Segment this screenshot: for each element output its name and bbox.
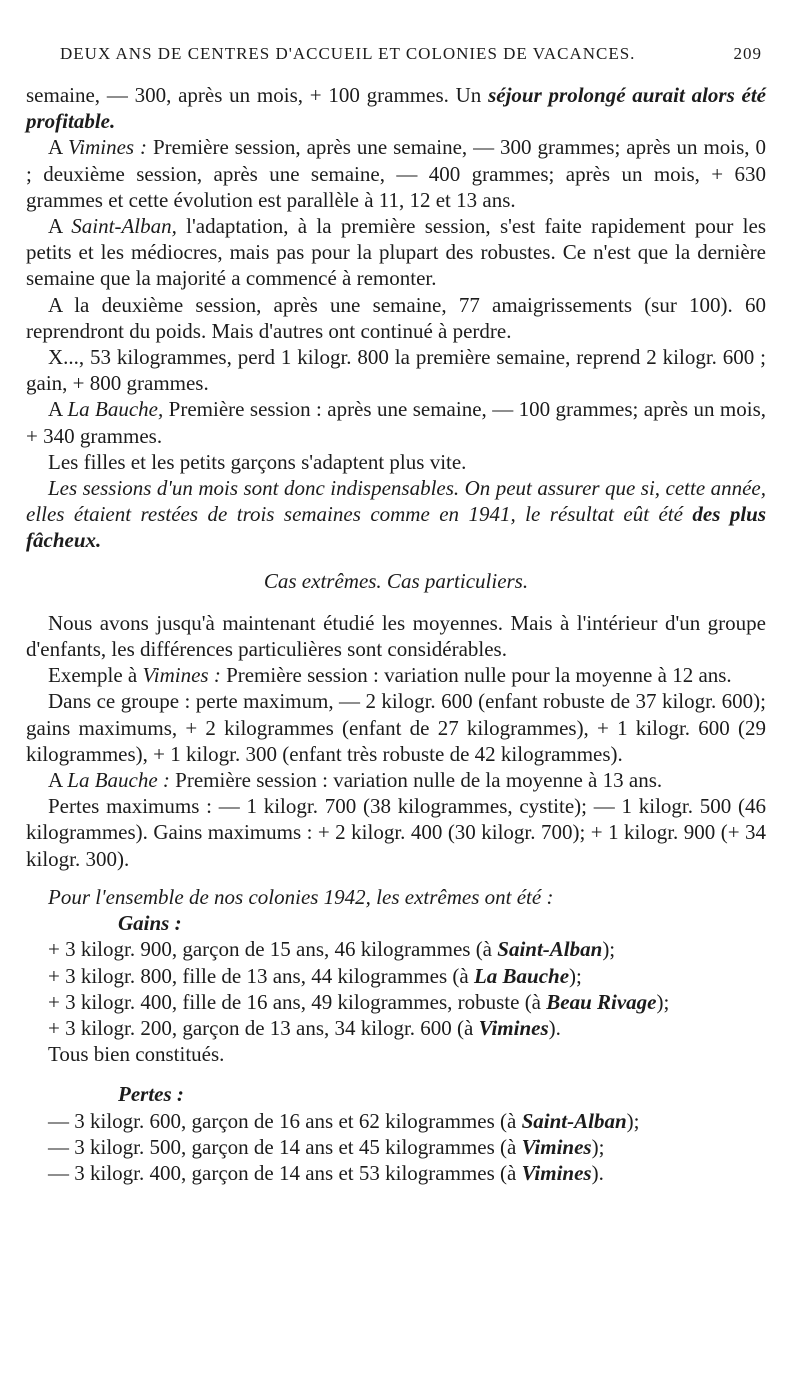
paragraph-pertes-maximums: Pertes maximums : — 1 kilogr. 700 (38 kilogrammes, cystite); — 1 kilogr. 500 (46 kilogrammes). Gains maximums : + 2 kilogr. 400 (30 kilogr. 700); + 1 kilogr. 900 (+ 34 kilogr. 300). (26, 794, 766, 871)
text-run: — 3 kilogr. 500, garçon de 14 ans et 45 kilogrammes (à (48, 1134, 522, 1159)
place-name: Vimines (521, 1134, 592, 1159)
list-item (48, 1134, 766, 1160)
text-run: + 3 kilogr. 400, fille de 16 ans, 49 kilogrammes, robuste (à (48, 989, 547, 1014)
pertes-list (26, 1108, 766, 1187)
paragraph-la-bauche (26, 396, 766, 448)
place-name: Beau Rivage (546, 989, 657, 1014)
text-run: ); (626, 1108, 640, 1133)
paragraph-second-session: A la deuxième session, après une semaine, 77 amaigrissements (sur 100). 60 reprendront du poids. Mais d'autres ont continué à perdre. (26, 292, 766, 343)
text-run: + 3 kilogr. 900, garçon de 15 ans, 46 kilogrammes (à (48, 937, 498, 962)
heading-text: Cas extrêmes. Cas particuliers. (263, 568, 529, 593)
emphasis-run: des plus fâcheux. (26, 502, 767, 553)
paragraph-filles: Les filles et les petits garçons s'adaptent plus vite. (48, 449, 467, 474)
body-text (26, 82, 766, 1186)
list-item (48, 936, 766, 962)
emphasis-run: séjour prolongé aurait alors été profitable. (26, 83, 766, 134)
text-run: A (48, 214, 72, 239)
text-run: Première session : variation nulle de la moyenne à 13 ans. (169, 768, 663, 793)
paragraph-conclusion (26, 475, 766, 554)
text-run: ); (569, 963, 582, 988)
label-text: Gains : (118, 911, 182, 936)
text-run: Première session, après une semaine, — 300 grammes; après un mois, 0 ; deuxième session, après une semaine, — 400 grammes; après un mois, + 630 grammes et cette évolution est parallèle à 11, 12 et 13 ans. (26, 135, 766, 212)
running-title: DEUX ANS DE CENTRES D'ACCUEIL ET COLONIES DE VACANCES. (60, 44, 636, 63)
place-name: Saint-Alban, (71, 214, 177, 239)
text-run: — 3 kilogr. 400, garçon de 14 ans et 53 kilogrammes (à (48, 1160, 522, 1185)
place-name: Vimines (521, 1160, 592, 1185)
place-name: Saint-Alban (497, 937, 603, 962)
text-run: A (48, 135, 68, 160)
text-run: Exemple à (48, 663, 143, 688)
page-header (60, 44, 762, 64)
text-run: ); (591, 1134, 605, 1159)
paragraph-1 (26, 82, 766, 134)
list-item (48, 1015, 766, 1041)
place-name: Saint-Alban (521, 1108, 627, 1133)
list-item (48, 963, 766, 989)
text-run: A (48, 768, 68, 793)
text-run: ); (656, 989, 670, 1014)
text-run: Première session : variation nulle pour la moyenne à 12 ans. (220, 663, 732, 688)
italic-run: Les sessions d'un mois sont donc indispensables. On peut assurer que si, cette année, elles étaient restées de trois semaines comme en 1941, le résultat eût été (26, 476, 766, 527)
paragraph-x-example: X..., 53 kilogrammes, perd 1 kilogr. 800 la première semaine, reprend 2 kilogr. 600 ; gain, + 800 grammes. (26, 345, 766, 396)
text-run: ); (602, 937, 616, 962)
italic-run: Pour l'ensemble de nos colonies 1942, les extrêmes ont été : (48, 884, 554, 909)
text-run: semaine, — 300, après un mois, + 100 grammes. Un (26, 83, 489, 107)
text-run: ). (591, 1160, 604, 1185)
gains-note: Tous bien constitués. (48, 1042, 225, 1067)
section-heading (26, 568, 766, 594)
place-name: La Bauche : (67, 768, 170, 793)
place-name: Vimines : (67, 135, 148, 160)
text-run: + 3 kilogr. 800, fille de 13 ans, 44 kilogrammes (à (48, 963, 474, 988)
paragraph-groupe: Dans ce groupe : perte maximum, — 2 kilogr. 600 (enfant robuste de 37 kilogr. 600); gains maximums, + 2 kilogrammes (enfant de 27 kilogrammes), + 1 kilogr. 600 (29 kilogrammes), + 1 kilogr. 300 (enfant très robuste de 42 kilogrammes). (26, 689, 766, 766)
page-number: 209 (733, 44, 762, 63)
paragraph-bauche-variation (26, 767, 766, 793)
list-item (48, 989, 766, 1015)
pertes-label (26, 1081, 766, 1107)
place-name: Vimines : (142, 663, 221, 688)
list-item (48, 1108, 766, 1134)
place-name: La Bauche (473, 963, 570, 988)
paragraph-exemple (26, 662, 766, 688)
gains-label (26, 910, 766, 936)
paragraph-saint-alban (26, 213, 766, 292)
label-text: Pertes : (118, 1082, 184, 1107)
text-run: ). (548, 1015, 561, 1040)
list-item (48, 1160, 766, 1186)
place-name: La Bauche, (67, 397, 164, 422)
text-run: l'adaptation, à la première session, s'est faite rapidement pour les petits et les médiocres, mais pas pour la plupart des robustes. Ce n'est que la dernière semaine que la majorité a commencé à remonter. (26, 214, 766, 291)
text-run: A (48, 397, 68, 422)
text-run: — 3 kilogr. 600, garçon de 16 ans et 62 kilogrammes (à (48, 1108, 522, 1133)
gains-list (26, 936, 766, 1067)
text-run: + 3 kilogr. 200, garçon de 13 ans, 34 kilogr. 600 (à (48, 1015, 479, 1040)
paragraph-moyennes: Nous avons jusqu'à maintenant étudié les moyennes. Mais à l'intérieur d'un groupe d'enfants, les différences particulières sont considérables. (26, 610, 766, 662)
paragraph-vimines (26, 134, 766, 213)
text-run: Première session : après une semaine, — 100 grammes; après un mois, + 340 grammes. (26, 397, 766, 448)
place-name: Vimines (478, 1015, 549, 1040)
paragraph-ensemble (26, 884, 766, 910)
